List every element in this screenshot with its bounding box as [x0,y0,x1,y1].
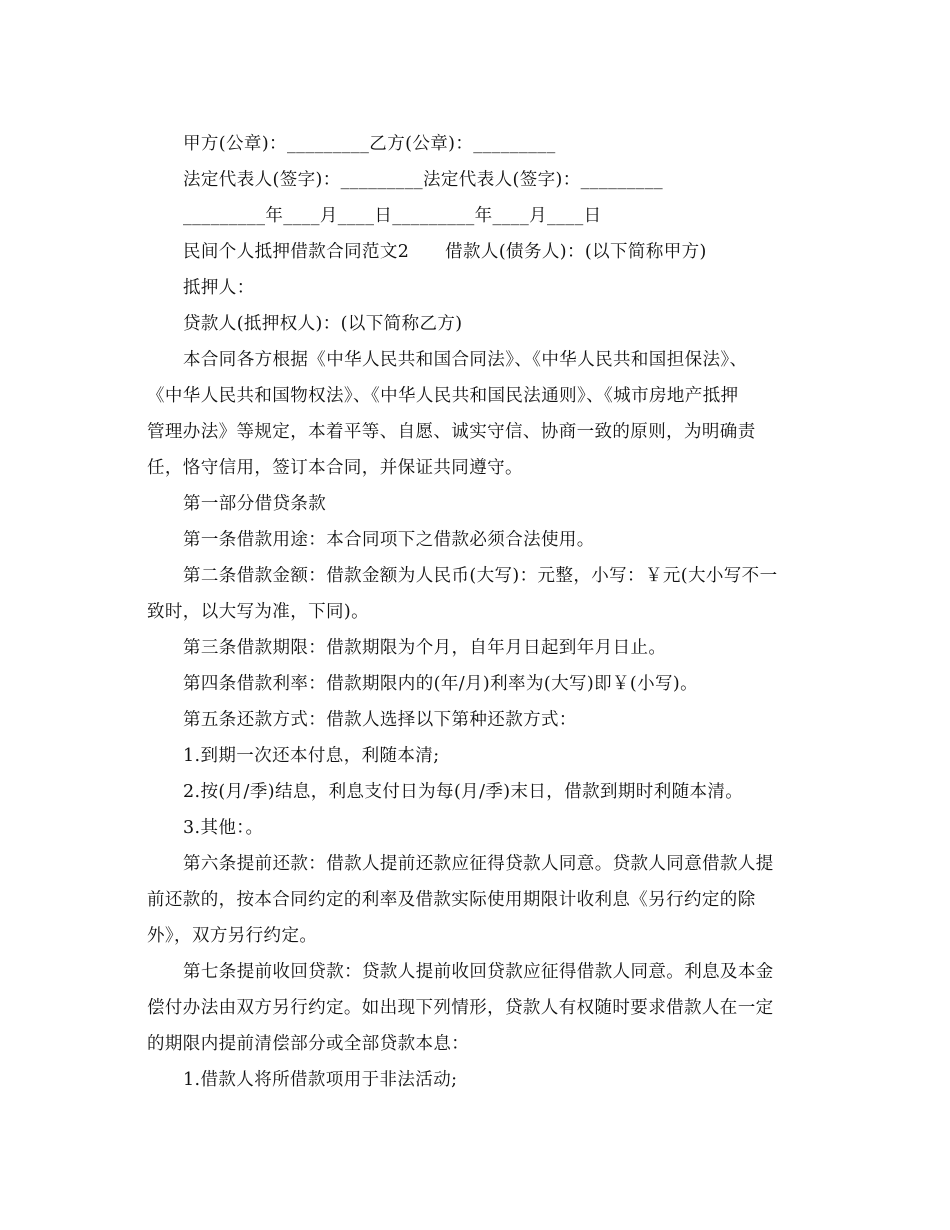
article-4: 第四条借款利率：借款期限内的(年/月)利率为(大写)即￥(小写)。 [183,674,699,694]
mortgagor-line: 抵押人： [183,278,255,298]
preamble-line-4: 任，恪守信用，签订本合同，并保证共同遵守。 [147,458,523,478]
article-2-line-2: 致时，以大写为准，下同)。 [147,602,370,622]
article-3: 第三条借款期限：借款期限为个月，自年月日起到年月日止。 [183,638,667,658]
signature-line-dates: _________年____月____日_________年____月____日 [183,206,602,226]
preamble-line-2: 《中华人民共和国物权法》、《中华人民共和国民法通则》、《城市房地产抵押 [147,386,739,406]
signature-line-seals: 甲方(公章)：_________乙方(公章)：_________ [183,134,556,154]
signature-line-representatives: 法定代表人(签字)：_________法定代表人(签字)：_________ [183,170,664,190]
article-5-option-2: 2.按(月/季)结息，利息支付日为每(月/季)末日，借款到期时利随本清。 [183,782,744,802]
article-6-line-1: 第六条提前还款：借款人提前还款应征得贷款人同意。贷款人同意借款人提 [183,854,774,874]
article-5-option-3: 3.其他：。 [183,818,264,838]
article-6-line-2: 前还款的，按本合同约定的利率及借款实际使用期限计收利息《另行约定的除 [147,890,756,910]
preamble-line-3: 管理办法》等规定，本着平等、自愿、诚实守信、协商一致的原则，为明确责 [147,422,756,442]
article-6-line-3: 外》，双方另行约定。 [147,926,318,946]
article-5: 第五条还款方式：借款人选择以下第种还款方式： [183,710,577,730]
section-heading: 第一部分借贷条款 [183,494,327,514]
article-7-item-1: 1.借款人将所借款项用于非法活动; [183,1070,458,1090]
preamble-line-1: 本合同各方根据《中华人民共和国合同法》、《中华人民共和国担保法》、 [183,350,748,370]
article-2-line-1: 第二条借款金额：借款金额为人民币(大写)：元整，小写：￥元(大小写不一 [183,566,778,586]
article-7-line-2: 偿付办法由双方另行约定。如出现下列情形，贷款人有权随时要求借款人在一定 [147,998,774,1018]
article-1: 第一条借款用途：本合同项下之借款必须合法使用。 [183,530,595,550]
article-7-line-3: 的期限内提前清偿部分或全部贷款本息： [147,1034,470,1054]
lender-line: 贷款人(抵押权人)：(以下简称乙方) [183,314,463,334]
article-7-line-1: 第七条提前收回贷款：贷款人提前收回贷款应征得借款人同意。利息及本金 [183,962,774,982]
article-5-option-1: 1.到期一次还本付息，利随本清; [183,746,440,766]
contract-title-line: 民间个人抵押借款合同范文2 借款人(债务人)：(以下简称甲方) [183,242,707,262]
